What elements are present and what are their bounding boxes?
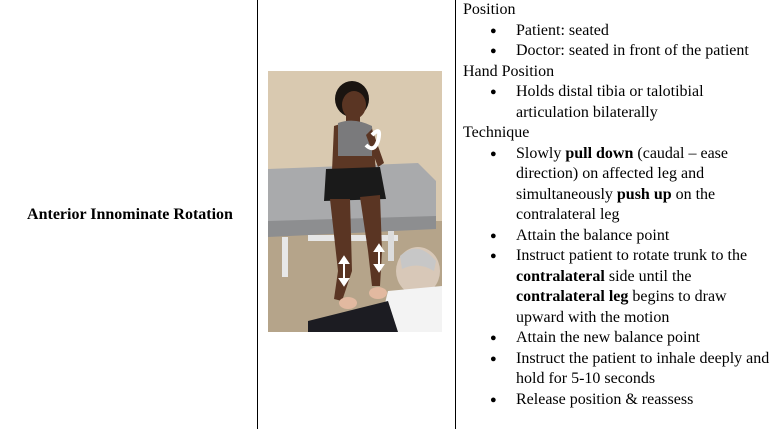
text-run: Attain the new balance point bbox=[516, 329, 700, 346]
bullet-list bbox=[463, 144, 773, 411]
text-run: Instruct patient to rotate trunk to the bbox=[516, 247, 748, 264]
bullet-list bbox=[463, 21, 773, 62]
instructions-column bbox=[463, 0, 773, 410]
text-run: side until the bbox=[604, 267, 692, 285]
bullet-list bbox=[463, 82, 773, 123]
section-heading: Position bbox=[463, 1, 516, 18]
text-run: Patient: seated bbox=[516, 21, 609, 39]
bullet-item bbox=[463, 21, 773, 42]
text-run: Doctor: seated in front of the patient bbox=[516, 42, 749, 59]
technique-name: Anterior Innominate Rotation bbox=[27, 205, 233, 223]
text-run: Holds distal tibia or talotibial articulation bilaterally bbox=[516, 83, 704, 121]
bold-text: push up bbox=[616, 185, 672, 203]
text-run: begins to draw upward with the motion bbox=[516, 288, 727, 326]
bullet-item bbox=[463, 226, 773, 247]
bold-text: contralateral leg bbox=[516, 288, 629, 305]
bullet-item bbox=[463, 246, 773, 328]
bullet-item bbox=[463, 328, 773, 349]
text-run: (caudal – ease direction) on affected leg and simultaneously bbox=[516, 144, 728, 203]
bullet-item bbox=[463, 82, 773, 123]
bullet-item bbox=[463, 144, 773, 226]
photo-illustration bbox=[268, 71, 442, 332]
bold-text: contralateral bbox=[516, 267, 605, 285]
column-divider-2 bbox=[455, 0, 456, 429]
text-run: Slowly bbox=[516, 144, 566, 162]
section-heading: Technique bbox=[463, 124, 530, 141]
technique-photo bbox=[268, 71, 442, 332]
text-run: Release position & reassess bbox=[516, 390, 694, 408]
bullet-item bbox=[463, 349, 773, 390]
text-run: Instruct the patient to inhale deeply and hold for 5-10 seconds bbox=[516, 349, 770, 387]
bold-text: pull down bbox=[565, 144, 634, 162]
section-heading: Hand Position bbox=[463, 62, 555, 80]
technique-name-cell bbox=[0, 0, 258, 429]
text-run: Attain the balance point bbox=[516, 226, 670, 244]
bullet-item bbox=[463, 41, 773, 62]
text-run: on the contralateral leg bbox=[516, 185, 716, 223]
bullet-item bbox=[463, 390, 773, 411]
